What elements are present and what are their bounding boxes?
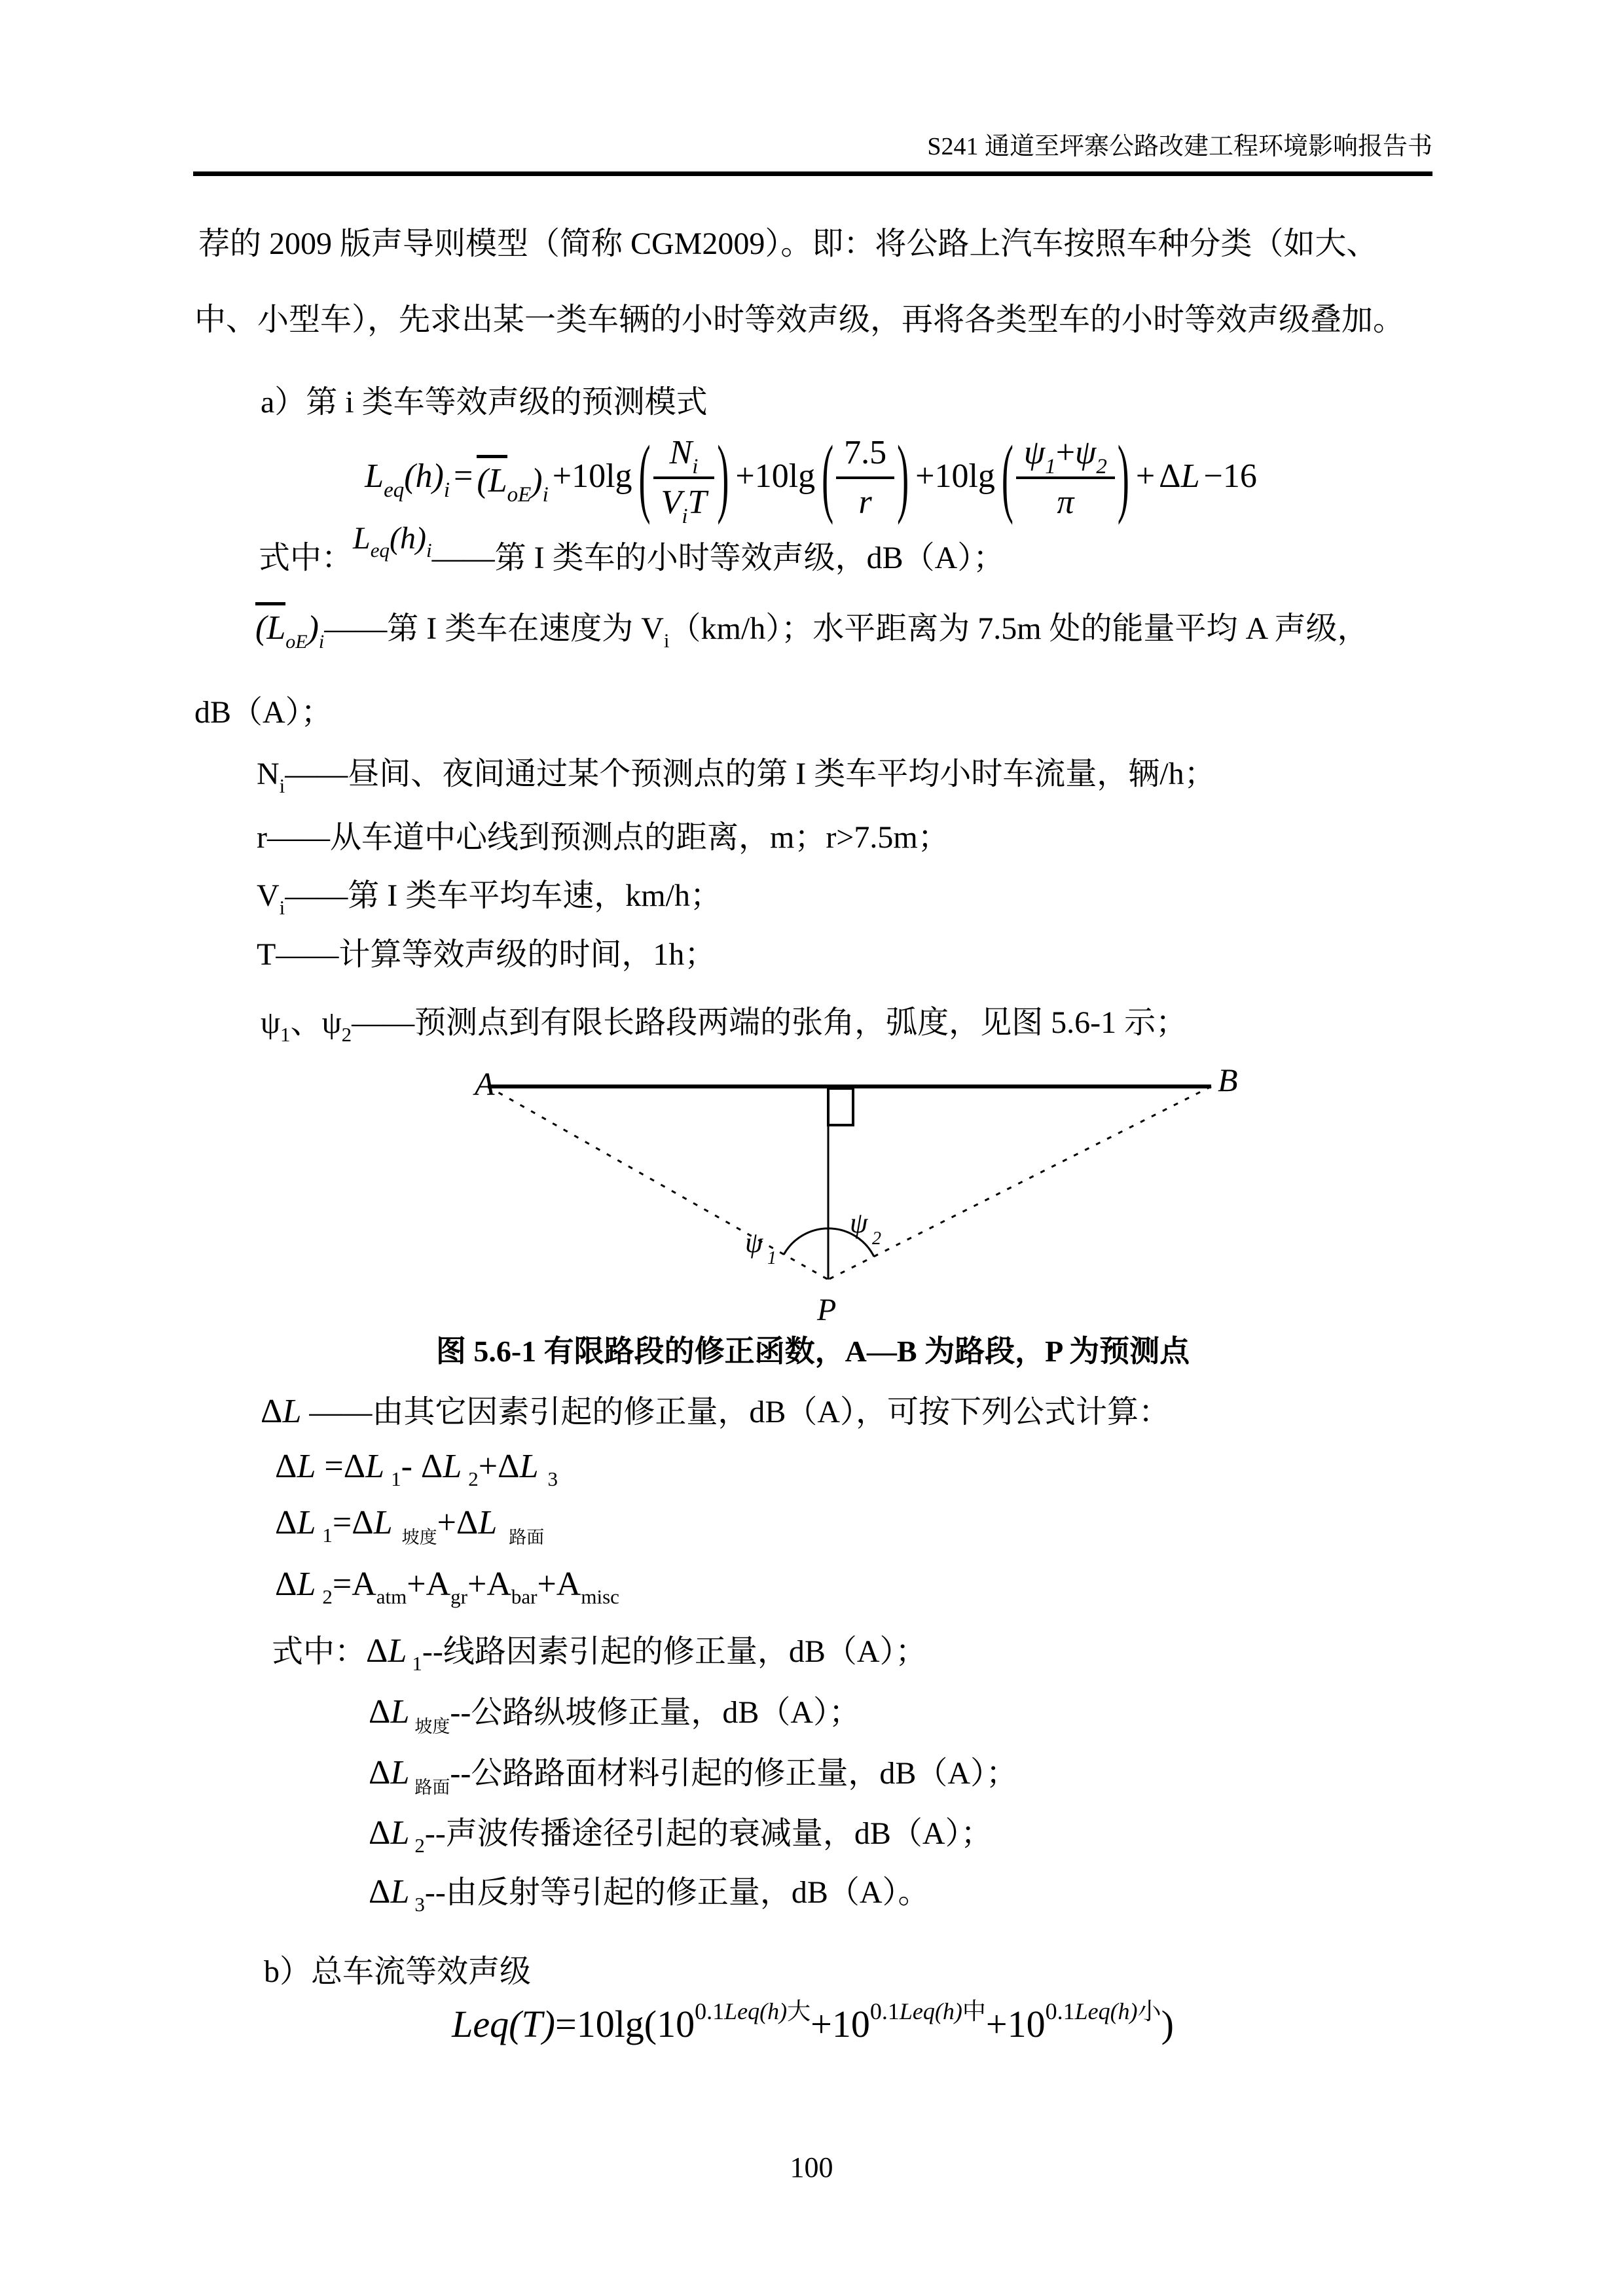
f2-lhs: Leq — [452, 2003, 509, 2045]
w2-i2-desc: --公路纵坡修正量，dB（A）； — [450, 1695, 861, 1730]
eq3-d1: Δ — [275, 1566, 297, 1603]
definition-n — [257, 754, 1216, 798]
f1-psi1-sub: 1 — [1045, 454, 1056, 478]
f1-loe-sub-i: i — [542, 482, 549, 507]
eq1-l4: L — [519, 1448, 539, 1485]
loe-L: L — [266, 609, 286, 647]
f1-fraction-2 — [836, 433, 894, 520]
definition-psi — [261, 1003, 1187, 1047]
f1-psi2: ψ — [1075, 433, 1097, 471]
w2-i3-sub: 路面 — [414, 1778, 450, 1797]
where1-formula — [353, 518, 432, 562]
section-b-heading: b）总车流等效声级 — [264, 1954, 532, 1989]
loe-formula — [255, 609, 325, 653]
f1-delta: Δ — [1159, 457, 1181, 495]
eq1-minus: - — [401, 1448, 412, 1485]
f1-op1: +10lg — [552, 457, 632, 495]
f1-frac2-num: 7.5 — [836, 433, 894, 479]
f2-exp1-leq: Leq(h) — [724, 1998, 788, 2024]
def-psi2-sub: 2 — [341, 1023, 352, 1046]
f1-loe-open: ( — [477, 461, 488, 499]
psi1-label: ψ — [745, 1227, 763, 1259]
f2-base-2: 10 — [831, 2003, 870, 2045]
eq1-l1: L — [297, 1448, 316, 1485]
f1-tail-plus: + — [1135, 457, 1156, 495]
w2-i1-d: Δ — [366, 1632, 388, 1670]
eq2-s1: 1 — [322, 1524, 333, 1547]
eq3-s1: 2 — [322, 1585, 333, 1608]
eq1-d4: Δ — [498, 1448, 520, 1485]
def-psi-desc: ——预测点到有限长路段两端的张角，弧度，见图 5.6-1 示； — [352, 1005, 1188, 1040]
eq3-l1: L — [297, 1566, 316, 1603]
f1-paren-open-1: ( — [638, 427, 651, 526]
f2-arg: (T) — [509, 2003, 555, 2045]
eq3-equals: = — [332, 1566, 352, 1603]
w2-i1-desc: --线路因素引起的修正量，dB（A）； — [422, 1634, 927, 1669]
f1-psi2-sub: 2 — [1096, 454, 1107, 478]
sight-line-bp — [828, 1086, 1211, 1280]
f1-frac3-den: π — [1057, 483, 1074, 521]
loe-sub-i: i — [318, 631, 325, 653]
delta-l-eq-3 — [275, 1566, 619, 1608]
eq1-s3: 2 — [468, 1467, 479, 1490]
def-v-desc: ——第 I 类车平均车速，km/h； — [285, 878, 721, 913]
f2-exp2-coef: 0.1 — [869, 1998, 900, 2024]
psi2-sub-label: 2 — [872, 1229, 881, 1249]
f1-psi1: ψ — [1023, 433, 1046, 471]
eq3-sa1: atm — [376, 1585, 407, 1608]
f1-frac1-den-base: V — [661, 483, 682, 521]
header-title: S241 通道至坪寨公路改建工程环境影响报告书 — [927, 133, 1432, 160]
eq1-equals: = — [324, 1448, 344, 1485]
page-header — [193, 126, 1432, 162]
w2-i4-sub: 2 — [414, 1834, 425, 1857]
f1-paren-open-3: ( — [1001, 427, 1013, 526]
f1-frac1-num-base: N — [669, 433, 693, 471]
f1-lhs-sub-i: i — [443, 478, 450, 502]
f1-frac2-den: r — [858, 483, 872, 521]
f2-exp3-coef: 0.1 — [1045, 1998, 1075, 2024]
eq2-l3: L — [478, 1504, 498, 1541]
loe-desc2: （km/h）；水平距离为 7.5m 处的能量平均 A 声级， — [669, 611, 1369, 646]
eq1-d2: Δ — [343, 1448, 366, 1485]
def-n-sub: i — [279, 774, 285, 797]
loe-desc1: ——第 I 类车在速度为 V — [324, 611, 664, 646]
f2-base-1: 10 — [657, 2003, 695, 2045]
w2-i3-desc: --公路路面材料引起的修正量，dB（A）； — [450, 1756, 1018, 1791]
f1-lhs-h: (h) — [404, 457, 444, 495]
eq3-a1: A — [352, 1566, 376, 1603]
eq1-l3: L — [443, 1448, 462, 1485]
db-unit-line: dB（A）； — [194, 695, 333, 730]
definition-v — [257, 876, 721, 920]
w2-i4-l: L — [390, 1814, 410, 1852]
w2-i2-l: L — [390, 1693, 410, 1731]
definition-r — [257, 817, 949, 858]
f1-paren-close-2: ) — [897, 427, 909, 526]
w2-i5-desc: --由反射等引起的修正量，dB（A）。 — [424, 1875, 930, 1910]
eq1-s2: 1 — [391, 1467, 401, 1490]
eq2-s3: 路面 — [509, 1528, 545, 1547]
def-t-base: T — [257, 937, 276, 972]
where2-i3-term — [369, 1754, 450, 1797]
eq2-l2: L — [373, 1504, 393, 1541]
f2-equals: =10lg( — [555, 2003, 657, 2045]
page-number: 100 — [790, 2151, 833, 2183]
f2-exp2-class: 中 — [962, 1998, 986, 2024]
point-a-label: A — [475, 1066, 495, 1102]
f1-op2: +10lg — [735, 457, 816, 495]
formula-leq-i — [193, 419, 1432, 533]
w2-i5-l: L — [390, 1873, 410, 1910]
f1-loe-close: ) — [531, 461, 543, 499]
where2-i1-term — [366, 1632, 422, 1675]
f1-lhs — [365, 457, 450, 502]
eq3-p3: + — [537, 1566, 556, 1603]
eq2-d3: Δ — [456, 1504, 479, 1541]
right-angle-mark — [828, 1088, 853, 1125]
f2-close-paren: ) — [1161, 2003, 1174, 2045]
f1-frac1-den-T: T — [687, 483, 707, 521]
w2-i3-l: L — [390, 1754, 410, 1791]
w2-i5-sub: 3 — [414, 1893, 425, 1916]
eq3-p2: + — [467, 1566, 487, 1603]
f1-fraction-3 — [1016, 433, 1115, 520]
f1-psi-plus: + — [1055, 433, 1076, 471]
f2-exp1-coef: 0.1 — [695, 1998, 725, 2024]
delta-l-intro — [261, 1391, 1170, 1433]
w2-i2-sub: 坡度 — [414, 1717, 450, 1736]
figure-caption: 图 5.6-1 有限路段的修正函数，A—B 为路段，P 为预测点 — [435, 1335, 1190, 1368]
f2-exp2-leq: Leq(h) — [899, 1998, 962, 2024]
def-psi2: ψ — [321, 1005, 342, 1040]
w2-i4-d: Δ — [369, 1814, 391, 1852]
where2-line-5 — [369, 1872, 930, 1916]
f1-fraction-1 — [653, 433, 715, 528]
def-psi1: ψ — [261, 1005, 281, 1040]
loe-open: ( — [255, 609, 267, 647]
f1-paren-close-1: ) — [717, 427, 729, 526]
f2-exp-1 — [695, 1998, 811, 2024]
f1-equals: = — [454, 457, 473, 495]
eq2-s2: 坡度 — [401, 1528, 437, 1547]
figure-5-6-1 — [471, 1057, 1283, 1338]
eq2-equals: = — [332, 1504, 352, 1541]
f1-frac3-num — [1016, 433, 1115, 479]
eq3-a2: A — [426, 1566, 451, 1603]
eq3-sa2: gr — [450, 1585, 467, 1608]
eq1-d1: Δ — [275, 1448, 297, 1485]
f1-frac1-num — [653, 433, 715, 479]
where2-line-4 — [369, 1813, 993, 1857]
f2-plus-2: + — [985, 2003, 1008, 2045]
f1-tail-minus: −16 — [1203, 457, 1257, 495]
where1-label: 式中： — [259, 541, 354, 575]
eq3-p1: + — [407, 1566, 426, 1603]
point-b-label: B — [1218, 1062, 1238, 1098]
intro-paragraph-line-1: 荐的 2009 版声导则模型（简称 CGM2009）。即：将公路上汽车按照车种分类（如大、 — [198, 226, 1378, 261]
eq2-d1: Δ — [275, 1504, 297, 1541]
where2-line-3 — [369, 1753, 1017, 1798]
f2-exp-2 — [870, 1998, 986, 2024]
delta-intro-desc: ——由其它因素引起的修正量，dB（A），可按下列公式计算： — [301, 1395, 1171, 1429]
delta-intro-d: Δ — [261, 1393, 283, 1430]
psi2-label: ψ — [850, 1207, 868, 1239]
f1-frac1-num-sub: i — [692, 454, 699, 478]
f2-exp3-leq: Leq(h) — [1074, 1998, 1138, 2024]
eq1-d3: Δ — [420, 1448, 443, 1485]
f1-paren-open-2: ( — [822, 427, 834, 526]
point-p-label: P — [817, 1293, 837, 1327]
sight-line-ap — [488, 1086, 828, 1280]
eq1-plus: + — [478, 1448, 498, 1485]
formula-leq-total — [193, 1998, 1432, 2051]
f1-loe-term — [477, 455, 549, 507]
def-t-desc: ——计算等效声级的时间，1h； — [276, 937, 716, 972]
eq2-plus: + — [437, 1504, 456, 1541]
eq3-a4: A — [556, 1566, 581, 1603]
eq1-s4: 3 — [547, 1467, 558, 1490]
def-v-base: V — [257, 878, 280, 913]
def-v-sub: i — [279, 896, 285, 919]
f2-plus-1: + — [811, 2003, 832, 2045]
def-r-desc: ——从车道中心线到预测点的距离，m；r>7.5m； — [266, 820, 949, 855]
where2-line-2 — [369, 1692, 860, 1737]
w2-i4-desc: --声波传播途径引起的衰减量，dB（A）； — [424, 1816, 993, 1851]
f1-L: L — [1180, 457, 1200, 495]
f1-delta-L — [1159, 459, 1199, 493]
f1-loe-sub: oE — [507, 482, 532, 507]
delta-intro-term — [261, 1393, 301, 1430]
def-r-base: r — [257, 820, 267, 855]
f2-base-3: 10 — [1007, 2003, 1046, 2045]
w2-i1-l: L — [388, 1632, 407, 1670]
delta-l-eq-1 — [275, 1448, 558, 1490]
f1-paren-close-3: ) — [1117, 427, 1129, 526]
where1-L: L — [353, 521, 371, 556]
w2-i3-d: Δ — [369, 1754, 391, 1791]
definition-t — [257, 935, 716, 975]
loe-definition-line — [255, 602, 1369, 653]
header-rule — [193, 171, 1432, 176]
def-psi-sep: 、 — [290, 1005, 322, 1040]
f1-lhs-L: L — [365, 457, 384, 495]
loe-sub: oE — [285, 631, 308, 653]
f1-frac1-den — [653, 479, 715, 528]
where1-sub-i: i — [426, 539, 432, 562]
w2-i1-sub: 1 — [412, 1652, 422, 1675]
where2-line-1 — [272, 1631, 927, 1676]
psi1-sub-label: 1 — [767, 1248, 776, 1268]
eq3-sa3: bar — [511, 1585, 538, 1608]
where2-label: 式中： — [272, 1634, 367, 1669]
where-leq-line — [259, 521, 1005, 582]
f1-loe-L: L — [488, 461, 507, 499]
w2-i5-d: Δ — [369, 1873, 391, 1910]
f2-exp-3 — [1046, 1998, 1161, 2024]
loe-overbar — [255, 602, 285, 645]
f2-exp3-class: 小 — [1137, 1998, 1161, 2024]
f1-lhs-sub: eq — [384, 478, 405, 502]
def-n-desc: ——昼间、夜间通过某个预测点的第 I 类车平均小时车流量，辆/h； — [285, 757, 1216, 791]
where1-h: (h) — [389, 521, 426, 556]
delta-intro-l: L — [282, 1393, 302, 1430]
delta-l-eq-2 — [275, 1504, 545, 1547]
where2-i4-term — [369, 1814, 425, 1857]
eq2-d2: Δ — [352, 1504, 374, 1541]
w2-i2-d: Δ — [369, 1693, 391, 1731]
f2-exp1-class: 大 — [787, 1998, 811, 2024]
f1-loe-overbar — [477, 455, 507, 498]
section-a-heading: a）第 i 类车等效声级的预测模式 — [261, 385, 708, 420]
where2-i2-term — [369, 1693, 450, 1736]
eq3-a3: A — [486, 1566, 511, 1603]
def-n-base: N — [257, 757, 280, 791]
f1-op3: +10lg — [915, 457, 995, 495]
def-psi1-sub: 1 — [280, 1023, 291, 1046]
eq2-l1: L — [297, 1504, 316, 1541]
intro-paragraph-line-2: 中、小型车），先求出某一类车辆的小时等效声级，再将各类型车的小时等效声级叠加。 — [194, 302, 1405, 337]
loe-v-sub: i — [663, 629, 670, 652]
where1-sub-eq: eq — [370, 539, 390, 562]
eq1-l2: L — [365, 1448, 385, 1485]
loe-close: ) — [307, 609, 319, 647]
where1-desc: ——第 I 类车的小时等效声级，dB（A）； — [431, 541, 1005, 575]
where2-i5-term — [369, 1873, 425, 1916]
f1-frac1-den-sub: i — [682, 504, 688, 528]
eq3-sa4: misc — [581, 1585, 619, 1608]
